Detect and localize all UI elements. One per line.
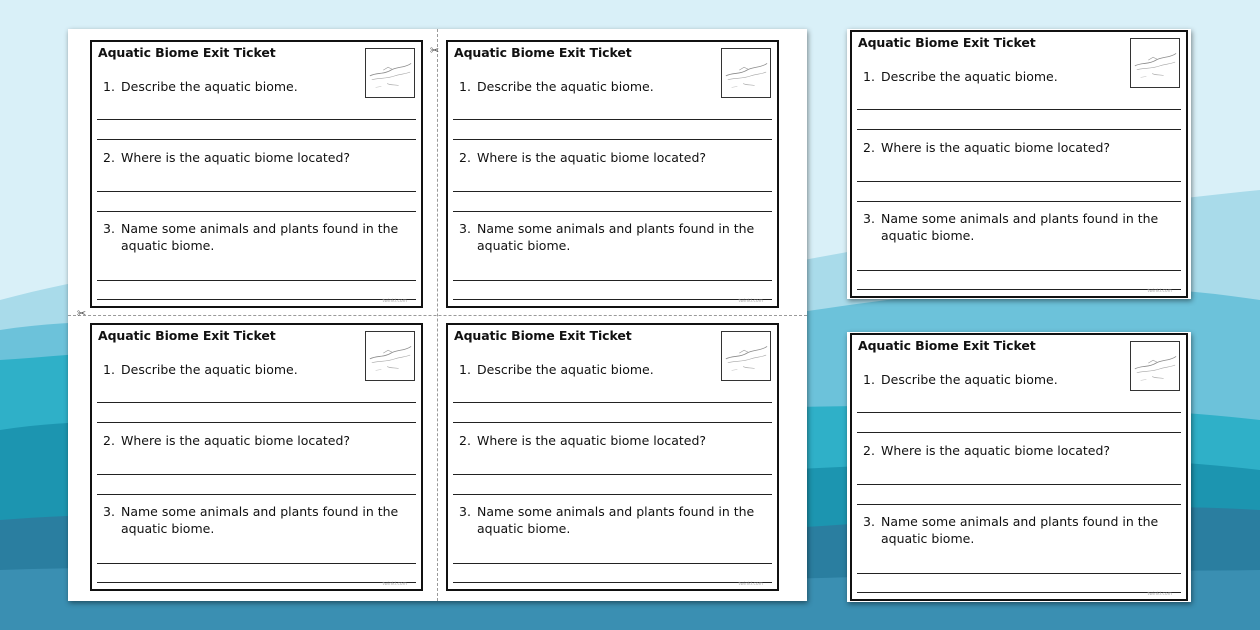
question-text: Describe the aquatic biome.	[477, 79, 654, 94]
question-3	[103, 220, 398, 254]
answer-line[interactable]	[857, 289, 1181, 290]
question-number: 2.	[863, 140, 875, 155]
question-number: 2.	[459, 150, 471, 165]
ticket-footer: twinkl.com	[1147, 592, 1172, 597]
question-text-continued: aquatic biome.	[477, 238, 571, 253]
ticket-footer: twinkl.com	[382, 582, 407, 587]
question-text: Name some animals and plants found in the	[881, 211, 1159, 226]
question-number: 1.	[459, 362, 471, 377]
answer-line[interactable]	[97, 422, 416, 423]
question-number: 1.	[103, 362, 115, 377]
answer-line[interactable]	[857, 129, 1181, 130]
exit-ticket	[446, 323, 779, 591]
answer-line[interactable]	[97, 191, 416, 192]
answer-line[interactable]	[453, 422, 772, 423]
ticket-footer: twinkl.com	[1147, 289, 1172, 294]
exit-ticket	[850, 333, 1188, 601]
question-3	[103, 503, 398, 537]
aquatic-biome-sketch-icon	[365, 331, 415, 381]
answer-line[interactable]	[453, 582, 772, 583]
question-1	[863, 68, 1058, 85]
aquatic-biome-sketch-icon	[1130, 38, 1180, 88]
answer-line[interactable]	[453, 211, 772, 212]
question-text-continued: aquatic biome.	[881, 228, 975, 243]
question-text: Where is the aquatic biome located?	[477, 433, 707, 448]
question-2	[103, 149, 350, 166]
question-number: 3.	[863, 211, 875, 226]
question-number: 2.	[863, 443, 875, 458]
question-3	[863, 210, 1158, 244]
printable-sheet	[68, 29, 807, 601]
question-1	[863, 371, 1058, 388]
answer-line[interactable]	[857, 412, 1181, 413]
question-number: 2.	[103, 150, 115, 165]
ticket-footer: twinkl.com	[382, 299, 407, 304]
answer-line[interactable]	[97, 494, 416, 495]
answer-line[interactable]	[453, 474, 772, 475]
question-number: 1.	[863, 372, 875, 387]
ticket-footer: twinkl.com	[738, 299, 763, 304]
answer-line[interactable]	[857, 432, 1181, 433]
question-text: Describe the aquatic biome.	[881, 69, 1058, 84]
aquatic-biome-sketch-icon	[365, 48, 415, 98]
question-2	[459, 149, 706, 166]
question-text: Where is the aquatic biome located?	[881, 140, 1111, 155]
ticket-footer: twinkl.com	[738, 582, 763, 587]
answer-line[interactable]	[857, 181, 1181, 182]
answer-line[interactable]	[857, 270, 1181, 271]
question-number: 1.	[459, 79, 471, 94]
answer-line[interactable]	[857, 201, 1181, 202]
answer-line[interactable]	[857, 504, 1181, 505]
answer-line[interactable]	[97, 299, 416, 300]
answer-line[interactable]	[453, 191, 772, 192]
ticket-title: Aquatic Biome Exit Ticket	[858, 338, 1036, 353]
answer-line[interactable]	[453, 280, 772, 281]
question-text: Name some animals and plants found in the	[477, 221, 755, 236]
question-text-continued: aquatic biome.	[121, 521, 215, 536]
question-text-continued: aquatic biome.	[477, 521, 571, 536]
question-text: Where is the aquatic biome located?	[881, 443, 1111, 458]
question-text: Describe the aquatic biome.	[477, 362, 654, 377]
question-number: 1.	[103, 79, 115, 94]
question-number: 3.	[103, 221, 115, 236]
question-3	[863, 513, 1158, 547]
single-ticket-card	[847, 332, 1191, 602]
question-2	[459, 432, 706, 449]
question-text: Name some animals and plants found in the	[121, 504, 399, 519]
answer-line[interactable]	[453, 299, 772, 300]
exit-ticket	[850, 30, 1188, 298]
ticket-title: Aquatic Biome Exit Ticket	[454, 328, 632, 343]
question-2	[863, 139, 1110, 156]
question-text-continued: aquatic biome.	[881, 531, 975, 546]
cut-line-horizontal	[68, 315, 807, 316]
answer-line[interactable]	[97, 280, 416, 281]
question-number: 1.	[863, 69, 875, 84]
answer-line[interactable]	[453, 494, 772, 495]
exit-ticket	[90, 323, 423, 591]
question-text: Describe the aquatic biome.	[881, 372, 1058, 387]
question-number: 2.	[459, 433, 471, 448]
answer-line[interactable]	[453, 119, 772, 120]
question-text: Where is the aquatic biome located?	[477, 150, 707, 165]
question-1	[459, 361, 654, 378]
question-number: 3.	[459, 221, 471, 236]
answer-line[interactable]	[97, 402, 416, 403]
question-number: 3.	[863, 514, 875, 529]
answer-line[interactable]	[97, 139, 416, 140]
question-3	[459, 220, 754, 254]
question-number: 2.	[103, 433, 115, 448]
ticket-title: Aquatic Biome Exit Ticket	[98, 328, 276, 343]
answer-line[interactable]	[453, 402, 772, 403]
aquatic-biome-sketch-icon	[721, 331, 771, 381]
scissors-icon: ✂	[77, 307, 87, 320]
answer-line[interactable]	[857, 484, 1181, 485]
question-1	[103, 78, 298, 95]
question-number: 3.	[103, 504, 115, 519]
answer-line[interactable]	[857, 592, 1181, 593]
answer-line[interactable]	[97, 474, 416, 475]
question-text: Describe the aquatic biome.	[121, 79, 298, 94]
answer-line[interactable]	[97, 563, 416, 564]
single-ticket-card	[847, 29, 1191, 299]
exit-ticket	[446, 40, 779, 308]
answer-line[interactable]	[97, 119, 416, 120]
question-text: Name some animals and plants found in the	[121, 221, 399, 236]
question-text: Name some animals and plants found in the	[881, 514, 1159, 529]
aquatic-biome-sketch-icon	[1130, 341, 1180, 391]
scissors-icon: ✂	[430, 44, 440, 57]
answer-line[interactable]	[453, 139, 772, 140]
question-text: Describe the aquatic biome.	[121, 362, 298, 377]
question-text: Where is the aquatic biome located?	[121, 433, 351, 448]
question-number: 3.	[459, 504, 471, 519]
question-2	[863, 442, 1110, 459]
aquatic-biome-sketch-icon	[721, 48, 771, 98]
answer-line[interactable]	[97, 582, 416, 583]
question-text: Where is the aquatic biome located?	[121, 150, 351, 165]
question-1	[459, 78, 654, 95]
ticket-title: Aquatic Biome Exit Ticket	[98, 45, 276, 60]
question-text: Name some animals and plants found in the	[477, 504, 755, 519]
answer-line[interactable]	[97, 211, 416, 212]
exit-ticket	[90, 40, 423, 308]
question-1	[103, 361, 298, 378]
answer-line[interactable]	[453, 563, 772, 564]
ticket-title: Aquatic Biome Exit Ticket	[454, 45, 632, 60]
ticket-title: Aquatic Biome Exit Ticket	[858, 35, 1036, 50]
question-2	[103, 432, 350, 449]
answer-line[interactable]	[857, 573, 1181, 574]
question-3	[459, 503, 754, 537]
answer-line[interactable]	[857, 109, 1181, 110]
question-text-continued: aquatic biome.	[121, 238, 215, 253]
